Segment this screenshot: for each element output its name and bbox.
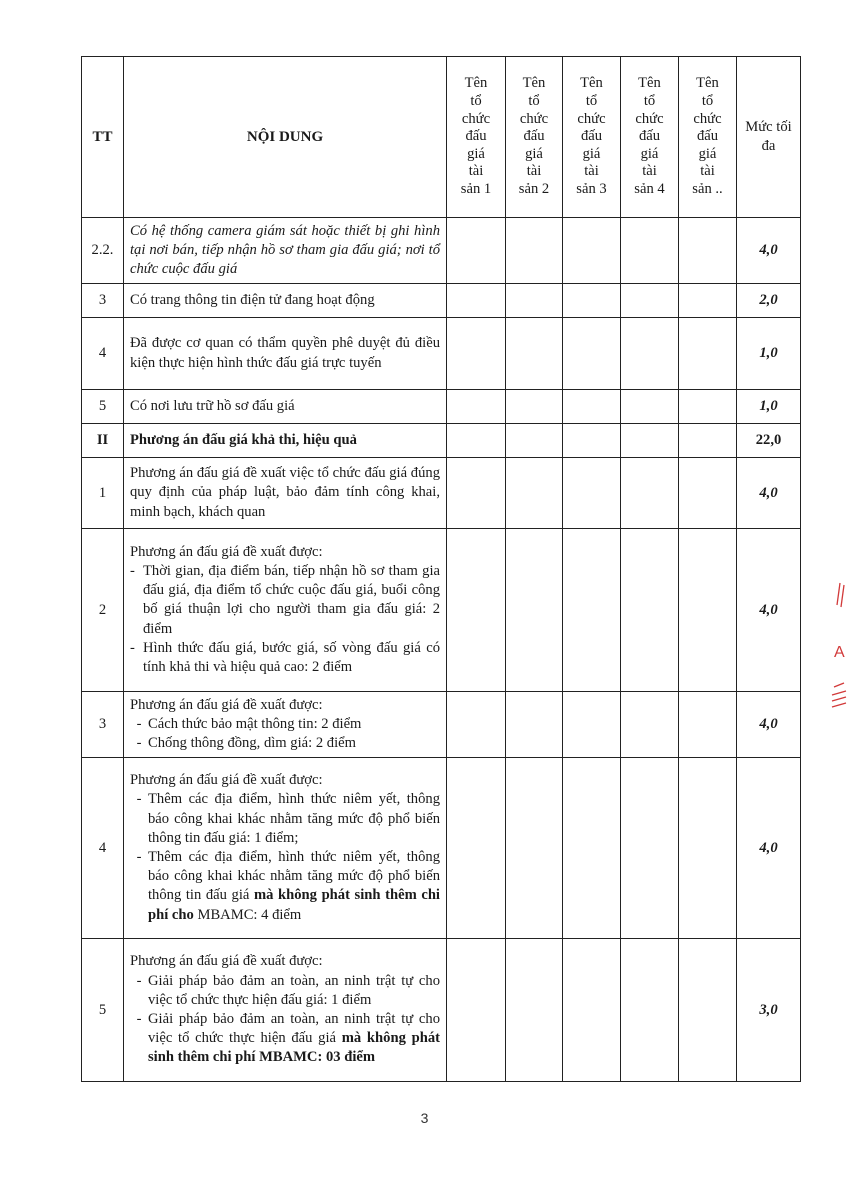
score-cell[interactable] xyxy=(563,284,621,318)
row-max: 22,0 xyxy=(737,424,801,458)
score-cell[interactable] xyxy=(621,692,679,758)
list-item: - Thêm các địa điểm, hình thức niêm yết, thông báo công khai khác nhằm tăng mức độ phổ biến thông tin đấu giá: 1 điểm; xyxy=(136,791,440,846)
row-tt: 3 xyxy=(82,692,124,758)
score-cell[interactable] xyxy=(506,458,563,529)
score-cell[interactable] xyxy=(679,424,737,458)
score-cell[interactable] xyxy=(447,529,506,692)
row-max: 4,0 xyxy=(737,692,801,758)
row-intro: Phương án đấu giá đề xuất được: xyxy=(130,772,323,789)
row-tt: 2.2. xyxy=(82,218,124,284)
row-intro: Phương án đấu giá đề xuất được: xyxy=(130,953,323,970)
row-content xyxy=(124,939,447,1082)
score-cell[interactable] xyxy=(679,318,737,390)
header-tt: TT xyxy=(82,57,124,218)
table-row xyxy=(82,284,801,318)
score-cell[interactable] xyxy=(447,758,506,939)
score-cell[interactable] xyxy=(447,458,506,529)
row-tt: 1 xyxy=(82,458,124,529)
score-cell[interactable] xyxy=(679,218,737,284)
row-tt: 2 xyxy=(82,529,124,692)
scoring-table xyxy=(81,56,801,1082)
score-cell[interactable] xyxy=(679,458,737,529)
score-cell[interactable] xyxy=(563,318,621,390)
row-max: 1,0 xyxy=(737,318,801,390)
row-content: Phương án đấu giá đề xuất việc tổ chức đấu giá đúng quy định của pháp luật, bảo đảm tính công khai, minh bạch, khách quan xyxy=(124,458,447,529)
score-cell[interactable] xyxy=(679,390,737,424)
table-row xyxy=(82,529,801,692)
score-cell[interactable] xyxy=(506,939,563,1082)
row-content: Có nơi lưu trữ hồ sơ đấu giá xyxy=(124,390,447,424)
score-cell[interactable] xyxy=(447,692,506,758)
row-content: Có hệ thống camera giám sát hoặc thiết bị ghi hình tại nơi bán, tiếp nhận hồ sơ tham gia đấu giá; nơi tổ chức cuộc đấu giá xyxy=(124,218,447,284)
header-row xyxy=(82,57,801,218)
table-row xyxy=(82,758,801,939)
score-cell[interactable] xyxy=(563,939,621,1082)
row-tt: II xyxy=(82,424,124,458)
table-row xyxy=(82,458,801,529)
score-cell[interactable] xyxy=(447,939,506,1082)
row-tt: 4 xyxy=(82,758,124,939)
score-cell[interactable] xyxy=(679,529,737,692)
list-item: - Thêm các địa điểm, hình thức niêm yết, thông báo công khai khác nhằm tăng mức độ phổ biến thông tin đấu giá mà không phát sinh thêm chi phí cho MBAMC: 4 điểm xyxy=(136,849,440,923)
stamp-fragment-icon xyxy=(826,575,849,735)
score-cell[interactable] xyxy=(679,284,737,318)
score-cell[interactable] xyxy=(563,529,621,692)
score-cell[interactable] xyxy=(563,390,621,424)
stamp-letter: A xyxy=(834,644,845,661)
header-org-3: Tên tổ chức đấu giá tài sản 3 xyxy=(563,57,621,218)
row-max: 3,0 xyxy=(737,939,801,1082)
row-max: 1,0 xyxy=(737,390,801,424)
row-content: Đã được cơ quan có thẩm quyền phê duyệt đủ điều kiện thực hiện hình thức đấu giá trực tuyến xyxy=(124,318,447,390)
table-row xyxy=(82,318,801,390)
row-intro: Phương án đấu giá đề xuất được: xyxy=(130,543,323,560)
list-item: - Thời gian, địa điểm bán, tiếp nhận hồ sơ tham gia đấu giá, địa điểm tổ chức cuộc đấu giá, buổi công bố giá thuận lợi cho người tham gia đấu giá: 2 điểm xyxy=(130,562,440,637)
score-cell[interactable] xyxy=(621,284,679,318)
score-cell[interactable] xyxy=(506,218,563,284)
row-content: Có trang thông tin điện tử đang hoạt động xyxy=(124,284,447,318)
header-org-2: Tên tổ chức đấu giá tài sản 2 xyxy=(506,57,563,218)
score-cell[interactable] xyxy=(506,390,563,424)
table-row xyxy=(82,390,801,424)
list-item: - Cách thức bảo mật thông tin: 2 điểm xyxy=(136,715,362,732)
row-max: 2,0 xyxy=(737,284,801,318)
score-cell[interactable] xyxy=(679,692,737,758)
score-cell[interactable] xyxy=(621,218,679,284)
row-max: 4,0 xyxy=(737,458,801,529)
header-org-4: Tên tổ chức đấu giá tài sản 4 xyxy=(621,57,679,218)
score-cell[interactable] xyxy=(506,284,563,318)
score-cell[interactable] xyxy=(447,390,506,424)
score-cell[interactable] xyxy=(563,758,621,939)
row-max: 4,0 xyxy=(737,758,801,939)
row-content xyxy=(124,758,447,939)
list-item: - Giải pháp bảo đảm an toàn, an ninh trật tự cho việc tổ chức thực hiện đấu giá mà không phát sinh thêm chi phí MBAMC: 03 điểm xyxy=(136,1011,440,1066)
score-cell[interactable] xyxy=(621,318,679,390)
table-row xyxy=(82,939,801,1082)
row-intro: Phương án đấu giá đề xuất được: xyxy=(130,696,323,713)
row-max: 4,0 xyxy=(737,529,801,692)
row-tt: 4 xyxy=(82,318,124,390)
score-cell[interactable] xyxy=(563,218,621,284)
score-cell[interactable] xyxy=(679,758,737,939)
row-tt: 5 xyxy=(82,390,124,424)
score-cell[interactable] xyxy=(506,758,563,939)
header-org-5: Tên tổ chức đấu giá tài sản .. xyxy=(679,57,737,218)
score-cell[interactable] xyxy=(621,390,679,424)
table-row xyxy=(82,692,801,758)
row-tt: 3 xyxy=(82,284,124,318)
score-cell[interactable] xyxy=(679,939,737,1082)
list-item: - Chống thông đồng, dìm giá: 2 điểm xyxy=(136,735,356,752)
score-cell[interactable] xyxy=(621,939,679,1082)
table-row xyxy=(82,218,801,284)
row-max: 4,0 xyxy=(737,218,801,284)
score-cell[interactable] xyxy=(621,529,679,692)
header-muc-toi-da: Mức tối đa xyxy=(737,57,801,218)
score-cell[interactable] xyxy=(506,692,563,758)
score-cell[interactable] xyxy=(447,218,506,284)
score-cell[interactable] xyxy=(447,284,506,318)
score-cell[interactable] xyxy=(563,458,621,529)
score-cell[interactable] xyxy=(621,458,679,529)
score-cell[interactable] xyxy=(447,318,506,390)
score-cell[interactable] xyxy=(621,758,679,939)
row-content xyxy=(124,529,447,692)
score-cell[interactable] xyxy=(506,424,563,458)
score-cell[interactable] xyxy=(506,529,563,692)
row-tt: 5 xyxy=(82,939,124,1082)
section-row xyxy=(82,424,801,458)
header-org-1: Tên tổ chức đấu giá tài sản 1 xyxy=(447,57,506,218)
score-cell[interactable] xyxy=(563,424,621,458)
score-cell[interactable] xyxy=(621,424,679,458)
score-cell[interactable] xyxy=(506,318,563,390)
page-number: 3 xyxy=(420,1110,429,1126)
list-item: - Hình thức đấu giá, bước giá, số vòng đấu giá có tính khả thi và hiệu quả cao: 2 điểm xyxy=(130,639,440,675)
row-content: Phương án đấu giá khả thi, hiệu quả xyxy=(124,424,447,458)
header-noi-dung: NỘI DUNG xyxy=(124,57,447,218)
row-content xyxy=(124,692,447,758)
list-item: - Giải pháp bảo đảm an toàn, an ninh trật tự cho việc tổ chức thực hiện đấu giá: 1 điểm xyxy=(136,972,440,1008)
score-cell[interactable] xyxy=(447,424,506,458)
score-cell[interactable] xyxy=(563,692,621,758)
